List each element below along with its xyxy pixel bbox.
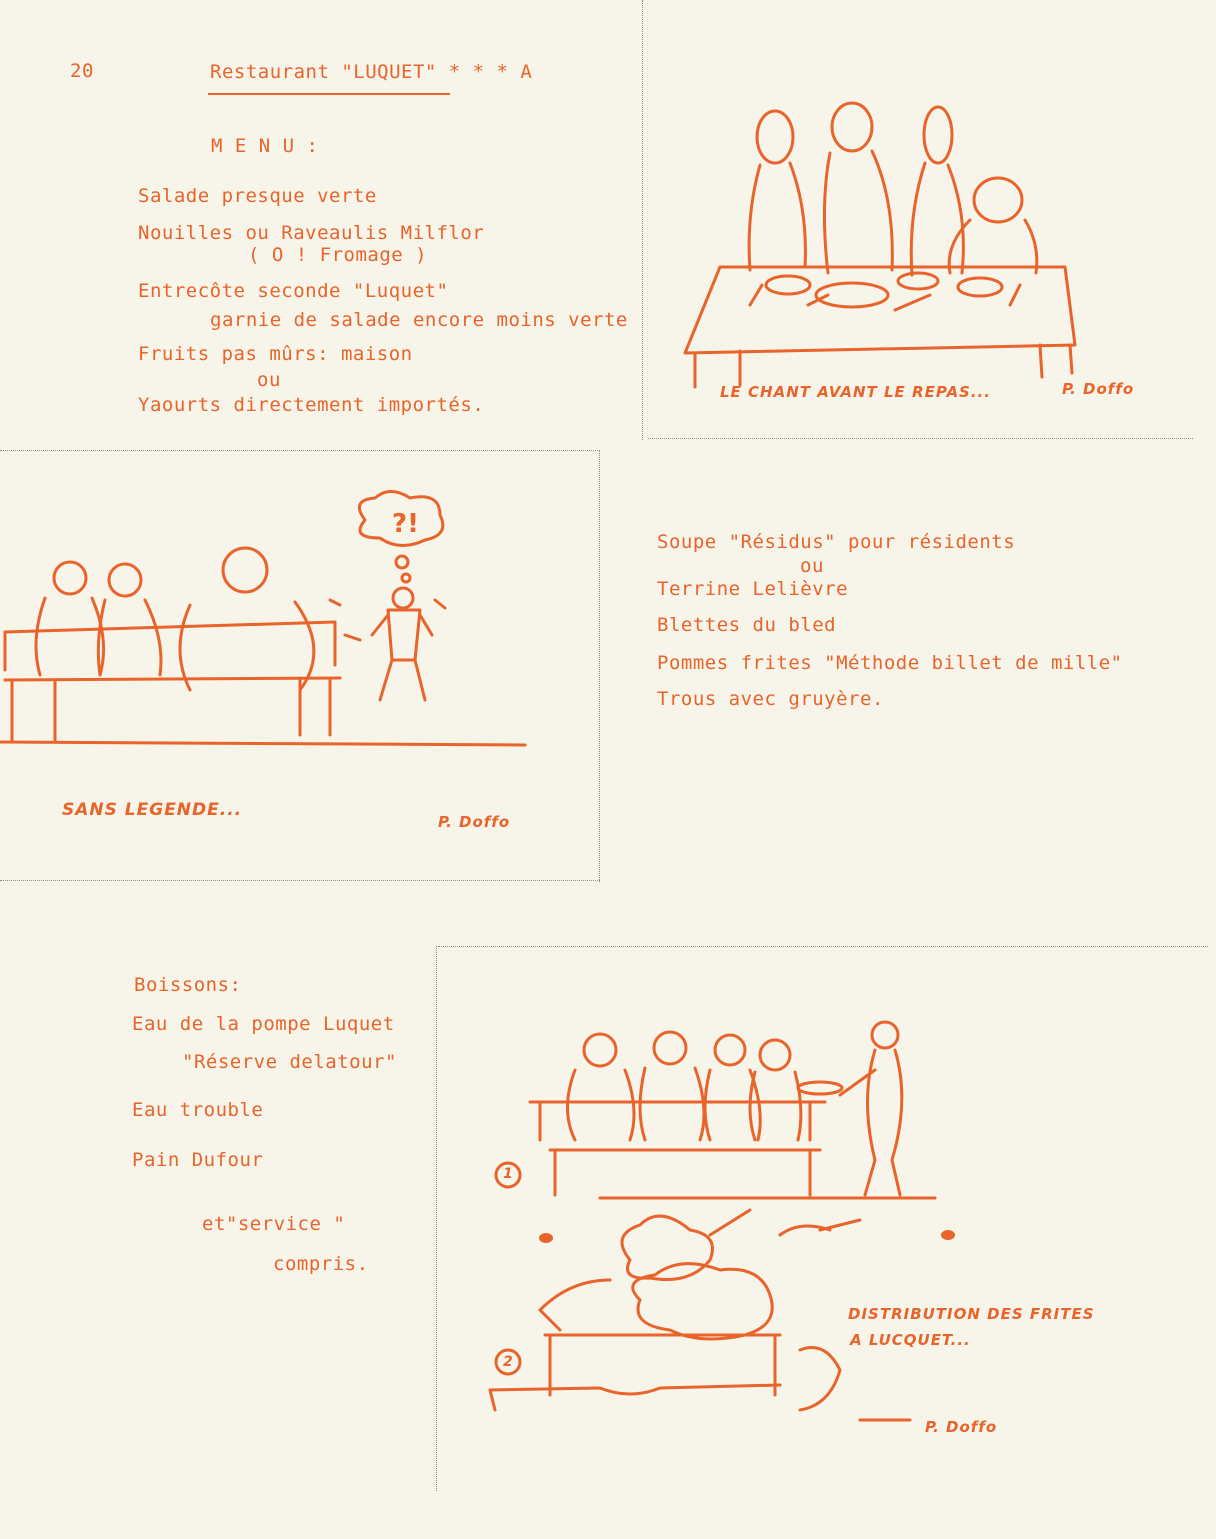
cartoon-top-caption: LE CHANT AVANT LE REPAS... (720, 383, 991, 401)
cartoon-bench-people (0, 490, 560, 780)
menu-item: Nouilles ou Raveaulis Milflor (138, 222, 485, 244)
page-title: Restaurant "LUQUET" * * * A (210, 61, 533, 83)
menu-item: ou (257, 369, 281, 391)
drinks-item: Eau trouble (132, 1099, 264, 1121)
top-right-panel-border-bottom (648, 438, 1193, 439)
cartoon-bottom-caption-line2: A LUCQUET... (850, 1331, 971, 1349)
drinks-item: "Réserve delatour" (182, 1051, 397, 1073)
menu2-item: ou (800, 555, 824, 577)
menu-item: Entrecôte seconde "Luquet" (138, 280, 449, 302)
cartoon-singing-diners (680, 95, 1140, 395)
panel-number-1: 1 (503, 1166, 514, 1182)
menu-item: Salade presque verte (138, 185, 377, 207)
menu-heading: M E N U : (211, 135, 319, 157)
bottom-panel-border-top (438, 946, 1208, 947)
menu2-item: Pommes frites "Méthode billet de mille" (657, 652, 1123, 674)
cartoon-middle-signature: P. Doffo (438, 813, 511, 831)
cartoon-bottom-caption-line1: DISTRIBUTION DES FRITES (848, 1305, 1095, 1323)
bottom-panel-border-left (436, 946, 437, 1491)
drinks-item: compris. (273, 1253, 369, 1275)
middle-panel-border-bottom (0, 880, 600, 881)
menu2-item: Terrine Lelièvre (657, 578, 849, 600)
title-underline (208, 93, 450, 95)
middle-panel-border-right (599, 450, 600, 882)
menu-item: ( O ! Fromage ) (248, 244, 428, 266)
menu-item: Fruits pas mûrs: maison (138, 343, 413, 365)
menu2-item: Trous avec gruyère. (657, 688, 884, 710)
drinks-heading: Boissons: (134, 974, 242, 996)
menu-item: Yaourts directement importés. (138, 394, 485, 416)
menu2-item: Blettes du bled (657, 614, 837, 636)
drinks-item: Pain Dufour (132, 1149, 264, 1171)
cartoon-fries-distribution (480, 1010, 960, 1440)
panel-number-2: 2 (503, 1354, 514, 1370)
cartoon-bottom-signature: P. Doffo (925, 1418, 998, 1436)
menu2-item: Soupe "Résidus" pour résidents (657, 531, 1016, 553)
cartoon-middle-caption: SANS LEGENDE... (62, 800, 243, 820)
middle-panel-border-top (0, 450, 600, 451)
drinks-item: Eau de la pompe Luquet (132, 1013, 395, 1035)
menu-item: garnie de salade encore moins verte (210, 309, 628, 331)
drinks-item: et"service " (202, 1213, 346, 1235)
page-number: 20 (70, 60, 94, 82)
top-right-panel-border-left (642, 0, 643, 440)
cartoon-top-signature: P. Doffo (1062, 380, 1135, 398)
bubble-mark: ?! (392, 509, 419, 539)
